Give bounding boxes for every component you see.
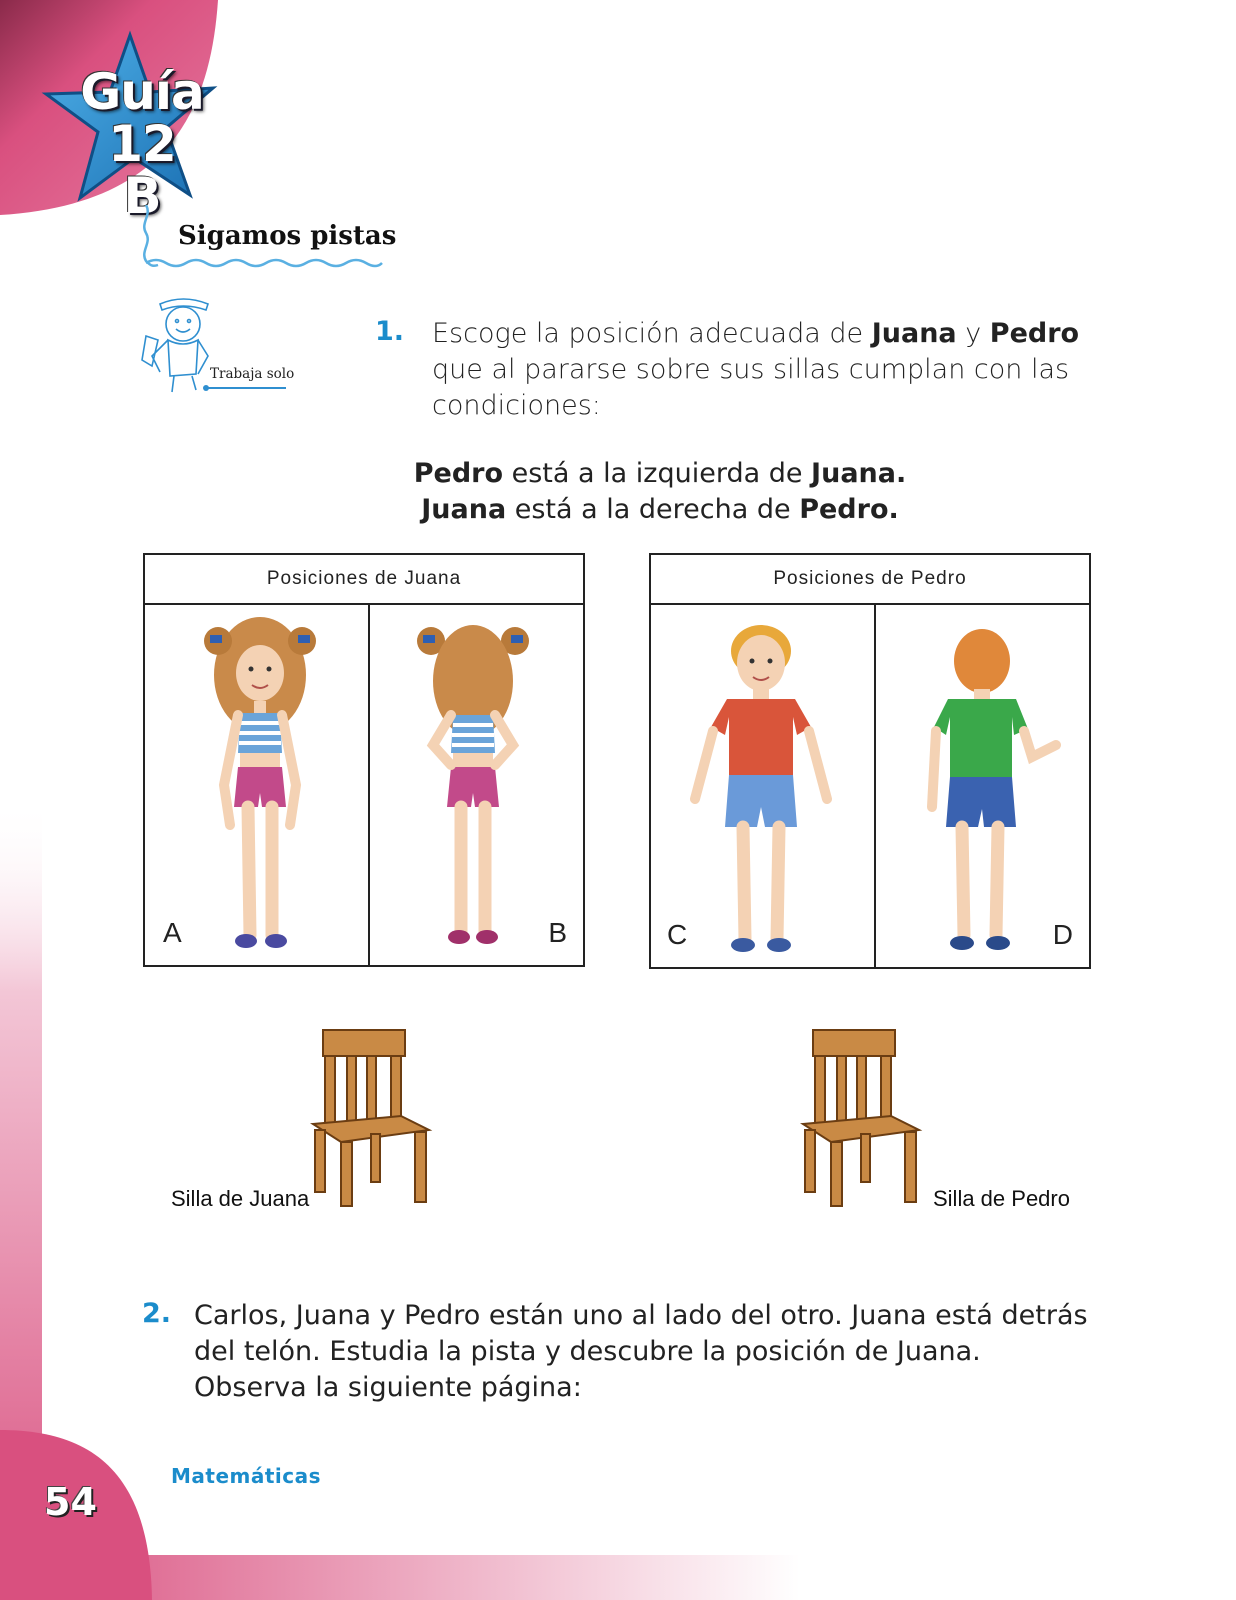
conditions [320, 456, 1000, 528]
pedro-option-c[interactable] [651, 603, 876, 967]
option-letter-a: A [163, 917, 182, 948]
option-letter-d: D [1052, 919, 1073, 950]
guide-title [42, 63, 242, 225]
pedro-chair-illustration [795, 1020, 925, 1210]
juana-option-b[interactable] [368, 603, 583, 965]
work-alone-icon [138, 296, 288, 402]
option-letter-c: C [667, 919, 688, 950]
girl-back-illustration [413, 615, 533, 955]
question-2-number: 2. [142, 1298, 172, 1329]
juana-chair-illustration [305, 1020, 435, 1210]
juana-option-a[interactable] [145, 603, 370, 965]
boy-back-illustration [904, 617, 1064, 957]
pedro-panel-title: Posiciones de Pedro [651, 555, 1089, 605]
juana-panel-title: Posiciones de Juana [145, 555, 583, 605]
pedro-option-d[interactable] [874, 603, 1089, 967]
option-letter-b: B [548, 917, 567, 948]
question-1-text: Escoge la posición adecuada de Juana y Pedro que al pararse sobre sus sillas cumplan con las condiciones: [432, 318, 1080, 421]
pedro-chair-label: Silla de Pedro [933, 1186, 1070, 1211]
work-alone-label: Trabaja solo [210, 366, 295, 382]
left-edge-decoration [0, 0, 42, 1600]
guide-label: Guía 12 [80, 63, 204, 173]
juana-chair-label: Silla de Juana [171, 1186, 310, 1211]
footer-subject: Matemáticas [171, 1464, 322, 1488]
condition-2: Juana está a la derecha de Pedro. [421, 494, 899, 525]
boy-front-illustration [681, 617, 841, 957]
juana-positions-panel [143, 553, 585, 967]
question-1-number: 1. [375, 316, 405, 347]
girl-front-illustration [200, 615, 320, 955]
pedro-positions-panel [649, 553, 1091, 969]
condition-1: Pedro está a la izquierda de Juana. [413, 458, 907, 489]
page-number: 54 [44, 1480, 97, 1524]
question-2-text: Carlos, Juana y Pedro están uno al lado del otro. Juana está detrás del telón. Estudia la pista y descubre la posición de Juana. Observa la siguiente página: [194, 1300, 1088, 1403]
guide-letter: B [123, 167, 161, 225]
section-title: Sigamos pistas [178, 221, 397, 251]
